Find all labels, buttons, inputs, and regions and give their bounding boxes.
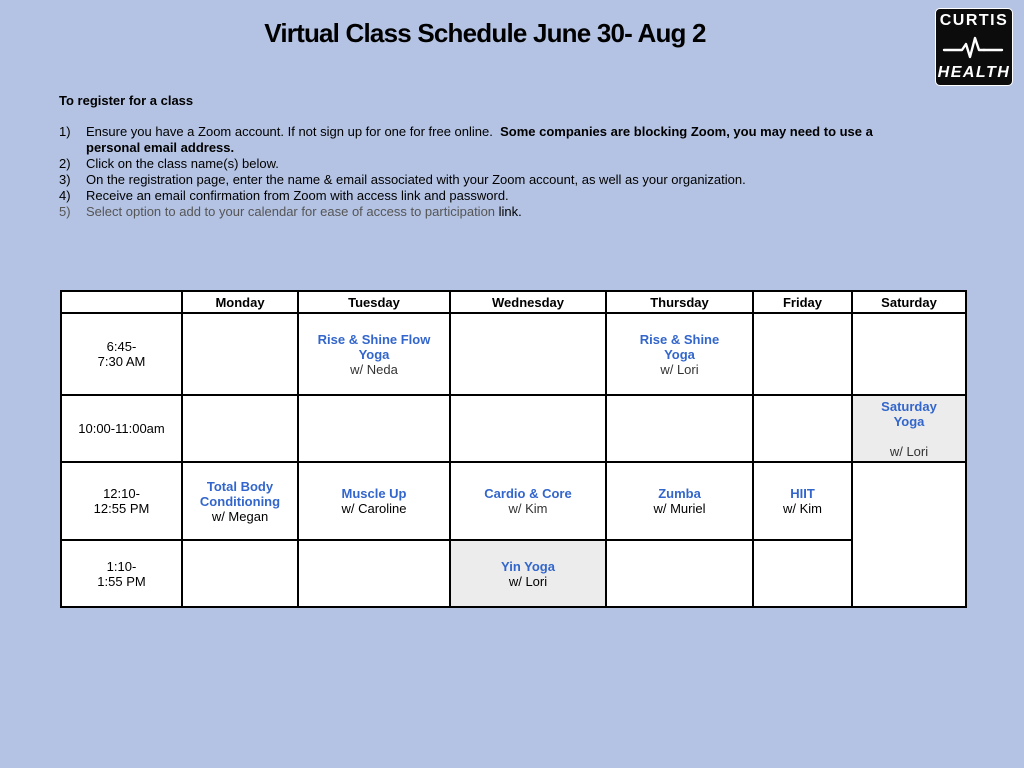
step-number: 5): [59, 204, 71, 219]
class-link[interactable]: Cardio & Core: [484, 486, 572, 501]
step-number: 3): [59, 172, 71, 187]
class-name[interactable]: Yoga: [893, 413, 925, 429]
step-text-bold: Some companies are blocking Zoom, you may need to use a personal email address.: [86, 124, 873, 155]
table-row: [61, 395, 966, 462]
instructor-name: w/ Caroline: [341, 501, 407, 516]
class-cell: [753, 462, 852, 540]
class-name[interactable]: Yoga: [358, 346, 390, 362]
table-row: [61, 462, 966, 540]
instructor-name: w/ Megan: [211, 508, 269, 524]
register-heading: To register for a class: [59, 93, 194, 108]
curtis-health-logo: [935, 8, 1013, 86]
step-item: [59, 172, 919, 188]
class-cell: [298, 313, 450, 395]
logo-text-bottom: HEALTH: [937, 64, 1011, 81]
class-name[interactable]: Total Body: [206, 478, 274, 494]
class-link[interactable]: [301, 332, 447, 362]
class-link[interactable]: [609, 332, 750, 362]
time-line: 7:30 AM: [97, 354, 146, 369]
step-text: Click on the class name(s) below.: [86, 156, 279, 171]
header-day: Thursday: [606, 291, 753, 313]
class-link[interactable]: HIIT: [790, 486, 815, 501]
time-cell: [61, 540, 182, 607]
empty-cell: [182, 313, 298, 395]
class-name[interactable]: Yoga: [664, 346, 695, 362]
step-text-plain: Select option to add to your calendar for ease of access to participation: [86, 204, 496, 219]
register-steps: [59, 124, 919, 220]
step-item: [59, 204, 919, 220]
empty-cell: [450, 313, 606, 395]
instructor-name: w/ Kim: [783, 501, 822, 516]
time-line: 10:00-11:00am: [78, 421, 165, 436]
step-item: [59, 188, 919, 204]
page-title: Virtual Class Schedule June 30- Aug 2: [264, 18, 706, 48]
step-item: [59, 124, 919, 156]
time-line: 6:45-: [106, 339, 137, 354]
table-header-row: [61, 291, 966, 313]
instructor-name: w/ Neda: [350, 361, 398, 377]
instructor-name: w/ Lori: [889, 443, 929, 459]
step-text-tail: link.: [498, 204, 522, 219]
step-text-plain: Ensure you have a Zoom account. If not sign up for one for free online.: [86, 124, 493, 139]
table-row: [61, 540, 966, 607]
step-number: 1): [59, 124, 71, 139]
empty-cell: [852, 462, 966, 607]
time-line: 1:10-: [106, 558, 137, 574]
empty-cell: [753, 540, 852, 607]
class-cell: [298, 462, 450, 540]
empty-cell: [298, 395, 450, 462]
time-line: 12:10-: [103, 486, 140, 501]
class-name[interactable]: Rise & Shine Flow: [317, 331, 431, 347]
empty-cell: [606, 395, 753, 462]
step-text: [86, 204, 919, 220]
header-day: Friday: [753, 291, 852, 313]
class-link[interactable]: Zumba: [658, 486, 701, 501]
empty-cell: [450, 395, 606, 462]
header-day: Tuesday: [298, 291, 450, 313]
empty-cell: [753, 313, 852, 395]
header-corner: [61, 291, 182, 313]
instructor-name: w/ Muriel: [653, 501, 706, 516]
instructor-name: w/ Lori: [660, 361, 699, 377]
header-day: Monday: [182, 291, 298, 313]
class-link[interactable]: [855, 399, 963, 429]
class-cell: [450, 462, 606, 540]
table-row: [61, 313, 966, 395]
instructor-name: w/ Lori: [508, 573, 548, 589]
empty-cell: [182, 540, 298, 607]
empty-cell: [182, 395, 298, 462]
step-number: 2): [59, 156, 71, 171]
empty-cell: [298, 540, 450, 607]
step-text: Receive an email confirmation from Zoom with access link and password.: [86, 188, 509, 203]
class-link[interactable]: [185, 479, 295, 509]
time-cell: [61, 313, 182, 395]
step-text: [86, 124, 919, 156]
class-cell: [182, 462, 298, 540]
heartbeat-icon: [942, 35, 1006, 61]
header-day: Wednesday: [450, 291, 606, 313]
step-text: On the registration page, enter the name & email associated with your Zoom account, as well as your organization.: [86, 172, 746, 187]
instructor-name: w/ Kim: [508, 501, 548, 516]
time-cell: [61, 462, 182, 540]
class-name[interactable]: Rise & Shine: [639, 331, 720, 347]
class-schedule-table: [60, 290, 967, 608]
class-name[interactable]: Saturday: [881, 398, 937, 414]
class-name[interactable]: Conditioning: [199, 493, 281, 509]
empty-cell: [753, 395, 852, 462]
class-cell: [606, 313, 753, 395]
class-link[interactable]: Muscle Up: [341, 486, 407, 501]
empty-cell: [606, 540, 753, 607]
time-line: 12:55 PM: [93, 501, 150, 516]
class-cell: [852, 395, 966, 462]
empty-cell: [852, 313, 966, 395]
class-cell: [606, 462, 753, 540]
class-cell: [450, 540, 606, 607]
header-day: Saturday: [852, 291, 966, 313]
time-line: 1:55 PM: [97, 573, 146, 589]
time-cell: [61, 395, 182, 462]
step-number: 4): [59, 188, 71, 203]
step-item: [59, 156, 919, 172]
logo-text-top: CURTIS: [939, 12, 1009, 29]
class-link[interactable]: Yin Yoga: [501, 558, 555, 574]
